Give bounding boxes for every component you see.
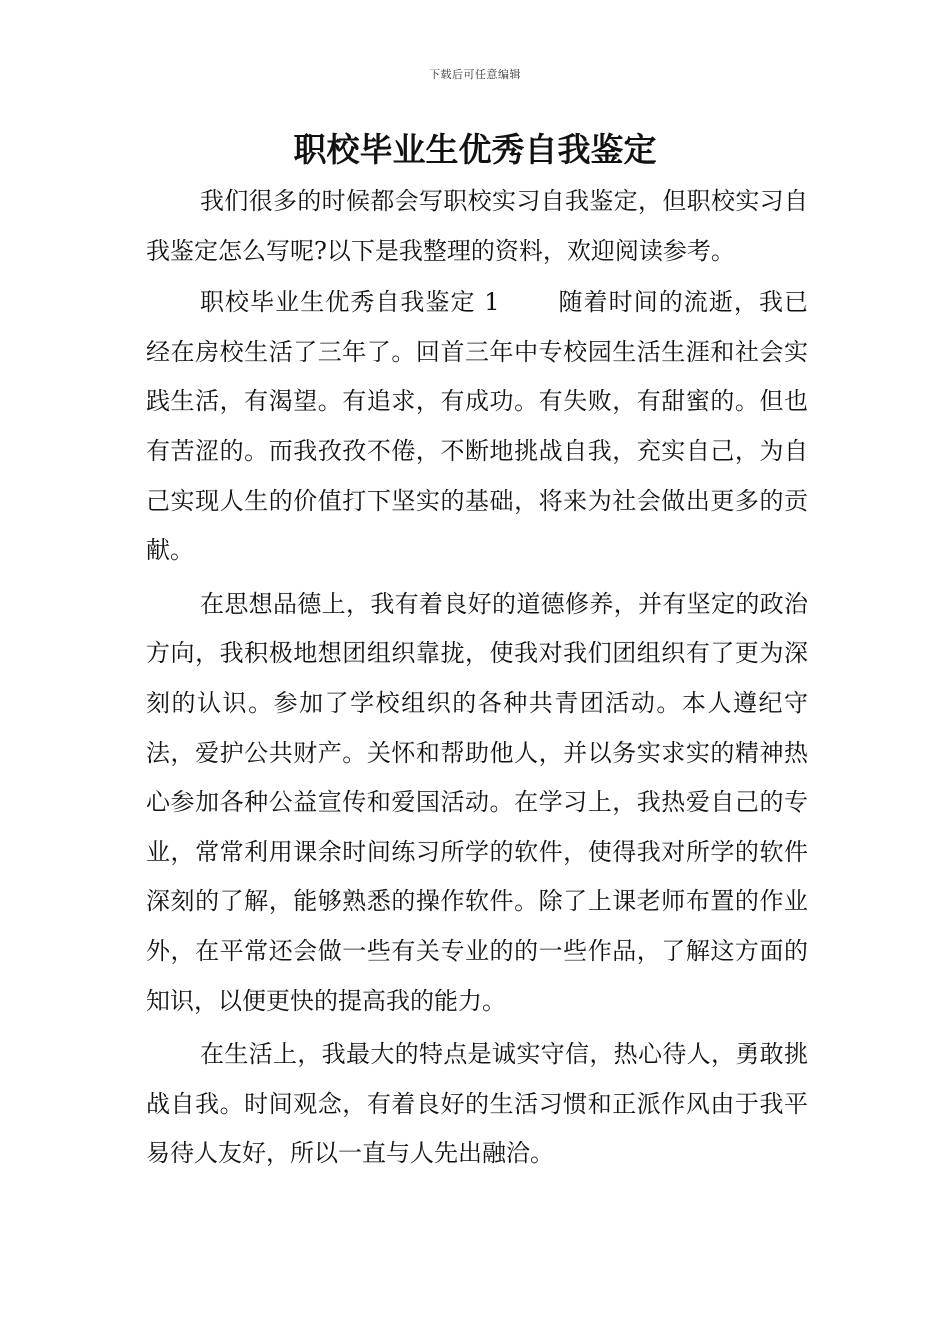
document-body: [146, 177, 808, 1179]
section-1-text: 随着时间的流逝，我已经在房校生活了三年了。回首三年中专校园生活生涯和社会实践生活，有渴望。有追求，有成功。有失败，有甜蜜的。但也有苦涩的。而我孜孜不倦，不断地挑战自我，充实自己，为自己实现人生的价值打下坚实的基础，将来为社会做出更多的贡献。: [146, 288, 808, 565]
moral-paragraph: 在思想品德上，我有着良好的道德修养，并有坚定的政治方向，我积极地想团组织靠拢，使我对我们团组织有了更为深刻的认识。参加了学校组织的各种共青团活动。本人遵纪守法，爱护公共财产。关怀和帮助他人，并以务实求实的精神热心参加各种公益宣传和爱国活动。在学习上，我热爱自己的专业，常常利用课余时间练习所学的软件，使得我对所学的软件深刻的了解，能够熟悉的操作软件。除了上课老师布置的作业外，在平常还会做一些有关专业的的一些作品，了解这方面的知识，以便更快的提高我的能力。: [146, 589, 808, 1015]
header-note: 下载后可任意编辑: [429, 68, 521, 81]
intro-paragraph: 我们很多的时候都会写职校实习自我鉴定，但职校实习自我鉴定怎么写呢?以下是我整理的资料，欢迎阅读参考。: [146, 187, 808, 265]
life-paragraph: 在生活上，我最大的特点是诚实守信，热心待人，勇敢挑战自我。时间观念，有着良好的生活习惯和正派作风由于我平易待人友好，所以一直与人先出融洽。: [146, 1040, 808, 1168]
document-title: 职校毕业生优秀自我鉴定: [293, 130, 657, 169]
section-heading: 职校毕业生优秀自我鉴定 1: [200, 288, 500, 317]
section-1-paragraph: [146, 278, 808, 576]
